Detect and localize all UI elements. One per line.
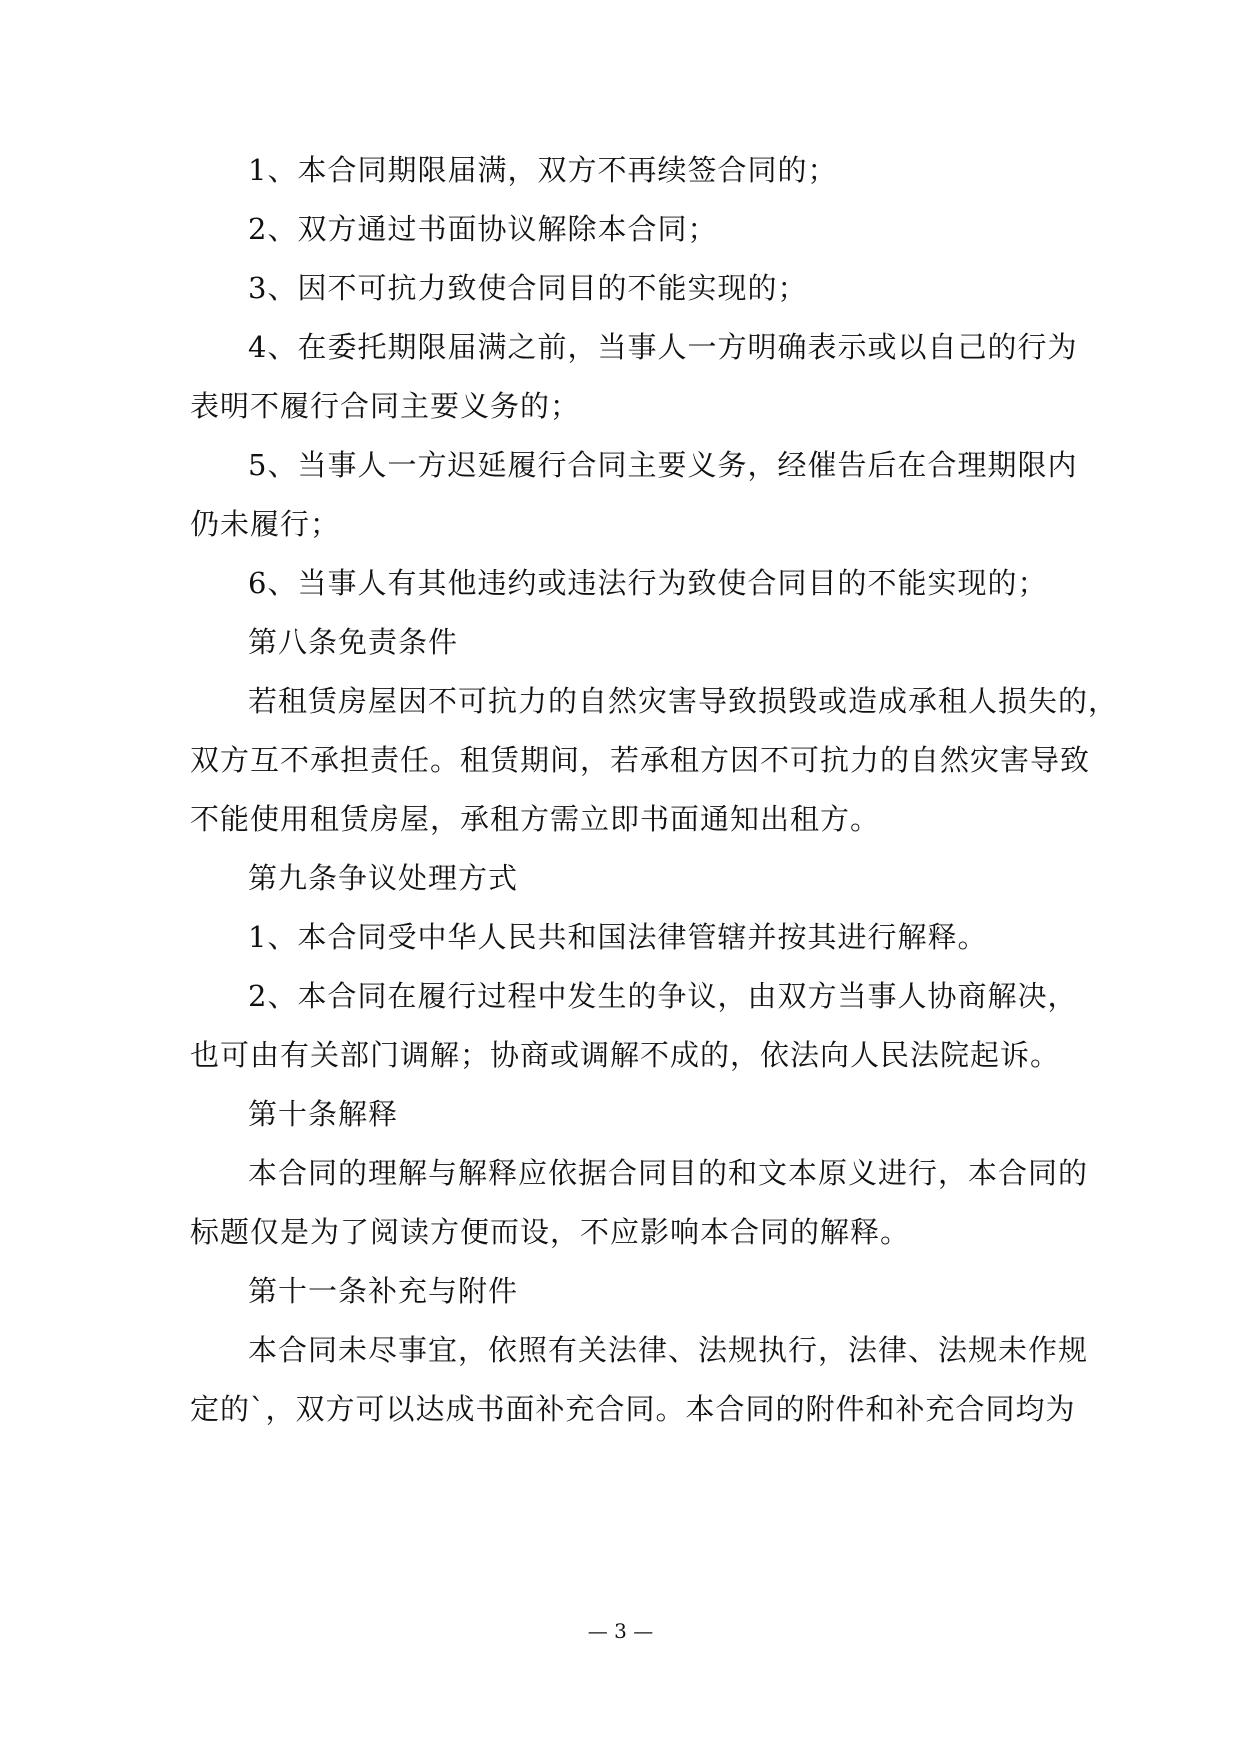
paragraph-article-11-line-1: 本合同未尽事宜，依照有关法律、法规执行，法律、法规未作规	[248, 1333, 1089, 1367]
list-item-6: 6、当事人有其他违约或违法行为致使合同目的不能实现的；	[248, 566, 1048, 600]
list-item-2: 2、双方通过书面协议解除本合同；	[248, 212, 718, 246]
section-heading-article-9: 第九条争议处理方式	[248, 861, 519, 895]
article-9-item-2: 2、本合同在履行过程中发生的争议，由双方当事人协商解决，	[248, 979, 1078, 1013]
page-number: — 3 —	[587, 1619, 654, 1643]
section-heading-article-11: 第十一条补充与附件	[248, 1274, 519, 1308]
list-item-4-continued: 表明不履行合同主要义务的；	[190, 389, 581, 423]
article-9-item-1: 1、本合同受中华人民共和国法律管辖并按其进行解释。	[248, 920, 988, 954]
paragraph-article-8-line-1: 若租赁房屋因不可抗力的自然灾害导致损毁或造成承租人损失的，	[248, 684, 1119, 718]
paragraph-article-10-line-1: 本合同的理解与解释应依据合同目的和文本原义进行，本合同的	[248, 1156, 1089, 1190]
list-item-3: 3、因不可抗力致使合同目的不能实现的；	[248, 271, 808, 305]
section-heading-article-8: 第八条免责条件	[248, 625, 459, 659]
paragraph-article-10-line-2: 标题仅是为了阅读方便而设，不应影响本合同的解释。	[190, 1215, 911, 1249]
paragraph-article-8-line-2: 双方互不承担责任。租赁期间，若承租方因不可抗力的自然灾害导致	[190, 743, 1091, 777]
list-item-4: 4、在委托期限届满之前，当事人一方明确表示或以自己的行为	[248, 330, 1078, 364]
article-9-item-2-continued: 也可由有关部门调解；协商或调解不成的，依法向人民法院起诉。	[190, 1038, 1061, 1072]
section-heading-article-10: 第十条解释	[248, 1097, 399, 1131]
list-item-1: 1、本合同期限届满，双方不再续签合同的；	[248, 153, 838, 187]
list-item-5: 5、当事人一方迟延履行合同主要义务，经催告后在合理期限内	[248, 448, 1078, 482]
paragraph-article-11-line-2: 定的`，双方可以达成书面补充合同。本合同的附件和补充合同均为	[190, 1392, 1076, 1426]
list-item-5-continued: 仍未履行；	[190, 507, 341, 541]
paragraph-article-8-line-3: 不能使用租赁房屋，承租方需立即书面通知出租方。	[190, 802, 881, 836]
